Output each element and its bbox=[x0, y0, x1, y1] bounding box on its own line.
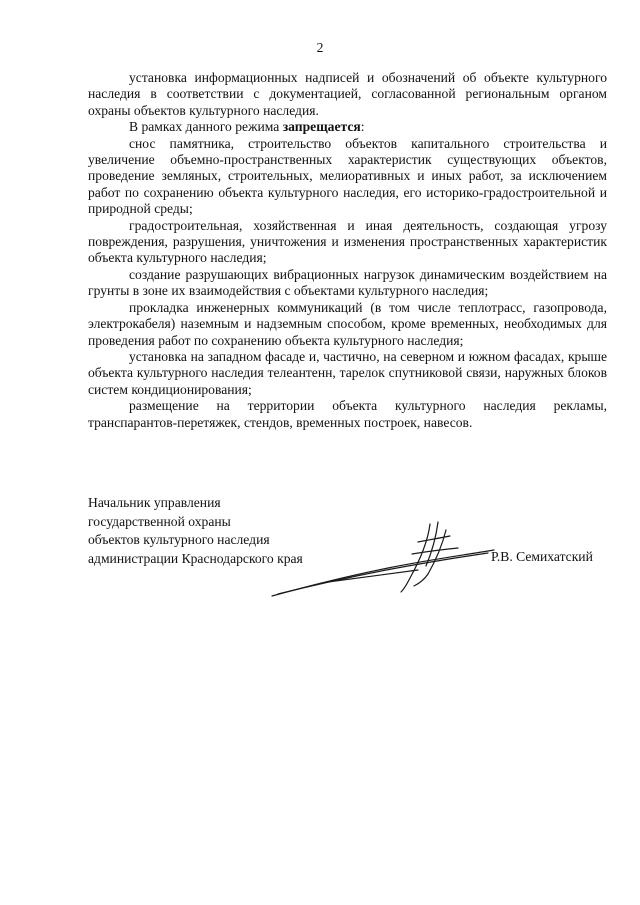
page-number: 2 bbox=[316, 40, 324, 55]
signatory-name: Р.В. Семихатский bbox=[491, 549, 593, 564]
paragraph-information-signs: установка информационных надписей и обозначений об объекте культурного наследия в соответствии с документацией, согласованной региональным органом охраны объектов культурного наследия. bbox=[88, 70, 607, 118]
signatory-title-line: администрации Краснодарского края bbox=[88, 550, 303, 566]
signatory-title-line: Начальник управления bbox=[88, 495, 221, 510]
paragraph-vibration-loads-ban: создание разрушающих вибрационных нагрузок динамическим воздействием на грунты в зоне их взаимодействия с объектами культурного наследия; bbox=[88, 266, 607, 299]
signatory-title-line: объектов культурного наследия bbox=[88, 532, 270, 548]
signatory-title-line: государственной охраны bbox=[88, 513, 231, 529]
regime-intro-prefix: В рамках данного режима bbox=[129, 119, 283, 135]
regime-intro-emphasis: запрещается bbox=[282, 119, 361, 135]
regime-intro-suffix: : bbox=[360, 119, 365, 135]
paragraph-antennas-ban: установка на западном фасаде и, частично, на северном и южном фасадах, крыше объекта культурного наследия телеантенн, тарелок спутниковой связи, наружных блоков систем кондиционирования; bbox=[88, 348, 607, 397]
paragraph-utilities-ban: прокладка инженерных коммуникаций (в том числе теплотрасс, газопровода, электрокабеля) наземным и надземным способом, кроме временных, необходимых для проведения работ по сохранению объекта культурного наследия; bbox=[88, 299, 607, 348]
paragraph-advertising-ban: размещение на территории объекта культурного наследия рекламы, транспарантов-перетяжек, стендов, временных построек, навесов. bbox=[88, 398, 607, 430]
regime-prohibitions-intro bbox=[88, 119, 607, 135]
handwritten-signature bbox=[268, 520, 498, 600]
paragraph-threatening-activity-ban: градостроительная, хозяйственная и иная деятельность, создающая угрозу повреждения, разрушения, уничтожения и изменения пространственных характеристик объекта культурного наследия; bbox=[88, 217, 607, 266]
document-body bbox=[88, 70, 607, 431]
paragraph-demolition-ban: снос памятника, строительство объектов капитального строительства и увеличение объемно-пространственных характеристик существующих объектов, проведение земляных, строительных, мелиоративных и иных работ, за исключением работ по сохранению объекта культурного наследия, его историко-градостроительной и природной среды; bbox=[88, 135, 607, 217]
